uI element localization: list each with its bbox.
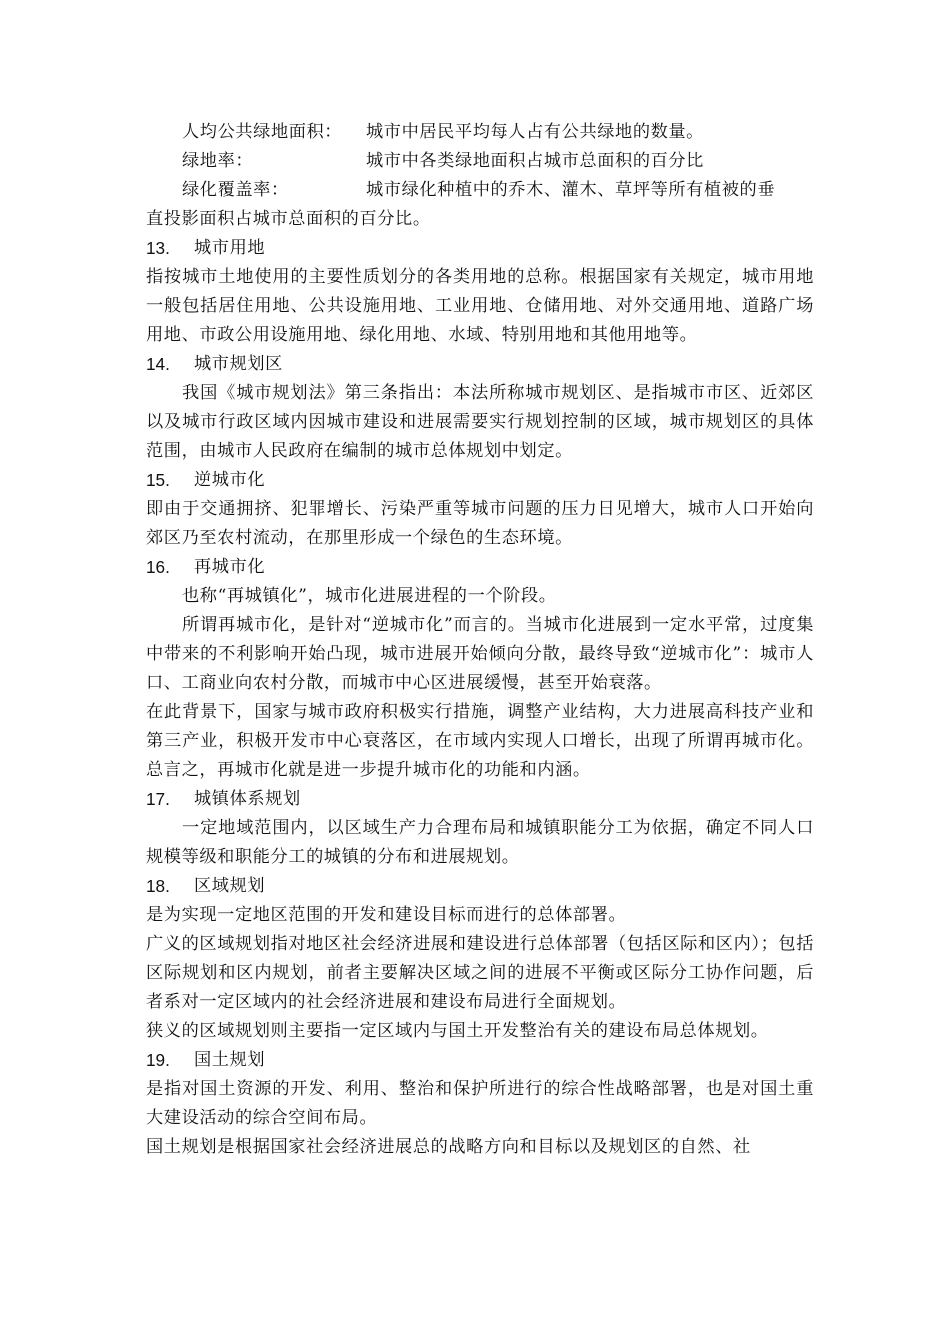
section-heading-17 bbox=[146, 785, 814, 814]
term-definition-continuation: 直投影面积占城市总面积的百分比。 bbox=[146, 209, 431, 229]
section-title: 区域规划 bbox=[194, 876, 266, 896]
term-row-green-ratio bbox=[146, 147, 814, 176]
section-number: 17. bbox=[146, 789, 170, 809]
term-label: 绿化覆盖率： bbox=[182, 180, 289, 200]
paragraph: 狭义的区域规划则主要指一定区域内与国土开发整治有关的建设布局总体规划。 bbox=[146, 1021, 769, 1041]
term-definition: 城市中各类绿地面积占城市总面积的百分比 bbox=[366, 151, 704, 171]
section-title: 城市规划区 bbox=[194, 354, 283, 374]
paragraph: 在此背景下，国家与城市政府积极实行措施，调整产业结构，大力进展高科技产业和第三产业，积极开发市中心衰落区，在市域内实现人口增长，出现了所谓再城市化。总言之，再城市化就是进一步提升城市化的功能和内涵。 bbox=[146, 702, 814, 780]
term-label: 人均公共绿地面积： bbox=[182, 122, 343, 142]
section-title: 再城市化 bbox=[194, 557, 266, 577]
term-definition: 城市绿化种植中的乔木、灌木、草坪等所有植被的垂 bbox=[366, 180, 776, 200]
paragraph: 一定地域范围内，以区域生产力合理布局和城镇职能分工为依据，确定不同人口规模等级和职能分工的城镇的分布和进展规划。 bbox=[146, 818, 814, 867]
paragraph: 国土规划是根据国家社会经济进展总的战略方向和目标以及规划区的自然、社 bbox=[146, 1137, 751, 1157]
section-number: 14. bbox=[146, 354, 170, 374]
section-heading-16 bbox=[146, 553, 814, 582]
term-row-public-green-area bbox=[146, 118, 814, 147]
section-heading-18 bbox=[146, 872, 814, 901]
paragraph: 即由于交通拥挤、犯罪增长、污染严重等城市问题的压力日见增大，城市人口开始向郊区乃至农村流动，在那里形成一个绿色的生态环境。 bbox=[146, 499, 814, 548]
term-definition: 城市中居民平均每人占有公共绿地的数量。 bbox=[366, 122, 704, 142]
section-heading-19 bbox=[146, 1046, 814, 1075]
paragraph: 我国《城市规划法》第三条指出：本法所称城市规划区、是指城市市区、近郊区以及城市行政区域内因城市建设和进展需要实行规划控制的区域，城市规划区的具体范围，由城市人民政府在编制的城市总体规划中划定。 bbox=[146, 383, 814, 461]
section-number: 16. bbox=[146, 557, 170, 577]
paragraph: 是指对国土资源的开发、利用、整治和保护所进行的综合性战略部署，也是对国土重大建设活动的综合空间布局。 bbox=[146, 1079, 814, 1128]
section-heading-15 bbox=[146, 466, 814, 495]
term-label: 绿地率： bbox=[182, 151, 254, 171]
paragraph: 所谓再城市化，是针对“逆城市化”而言的。当城市化进展到一定水平常，过度集中带来的不利影响开始凸现，城市进展开始倾向分散，最终导致“逆城市化”：城市人口、工商业向农村分散，而城市中心区进展缓慢，甚至开始衰落。 bbox=[146, 615, 814, 693]
term-row-green-coverage bbox=[146, 176, 814, 205]
section-heading-13 bbox=[146, 234, 814, 263]
section-title: 国土规划 bbox=[194, 1050, 266, 1070]
section-number: 18. bbox=[146, 876, 170, 896]
paragraph: 广义的区域规划指对地区社会经济进展和建设进行总体部署（包括区际和区内）；包括区际规划和区内规划，前者主要解决区域之间的进展不平衡或区际分工协作问题，后者系对一定区域内的社会经济进展和建设布局进行全面规划。 bbox=[146, 934, 814, 1012]
section-number: 15. bbox=[146, 470, 170, 490]
paragraph: 是为实现一定地区范围的开发和建设目标而进行的总体部署。 bbox=[146, 905, 627, 925]
section-heading-14 bbox=[146, 350, 814, 379]
section-title: 城镇体系规划 bbox=[194, 789, 301, 809]
section-number: 13. bbox=[146, 238, 170, 258]
section-number: 19. bbox=[146, 1050, 170, 1070]
document-body bbox=[146, 118, 814, 1162]
section-title: 逆城市化 bbox=[194, 470, 266, 490]
paragraph: 也称“再城镇化”，城市化进展进程的一个阶段。 bbox=[182, 586, 557, 606]
section-title: 城市用地 bbox=[194, 238, 266, 258]
paragraph: 指按城市土地使用的主要性质划分的各类用地的总称。根据国家有关规定，城市用地一般包括居住用地、公共设施用地、工业用地、仓储用地、对外交通用地、道路广场用地、市政公用设施用地、绿化用地、水域、特别用地和其他用地等。 bbox=[146, 267, 814, 345]
